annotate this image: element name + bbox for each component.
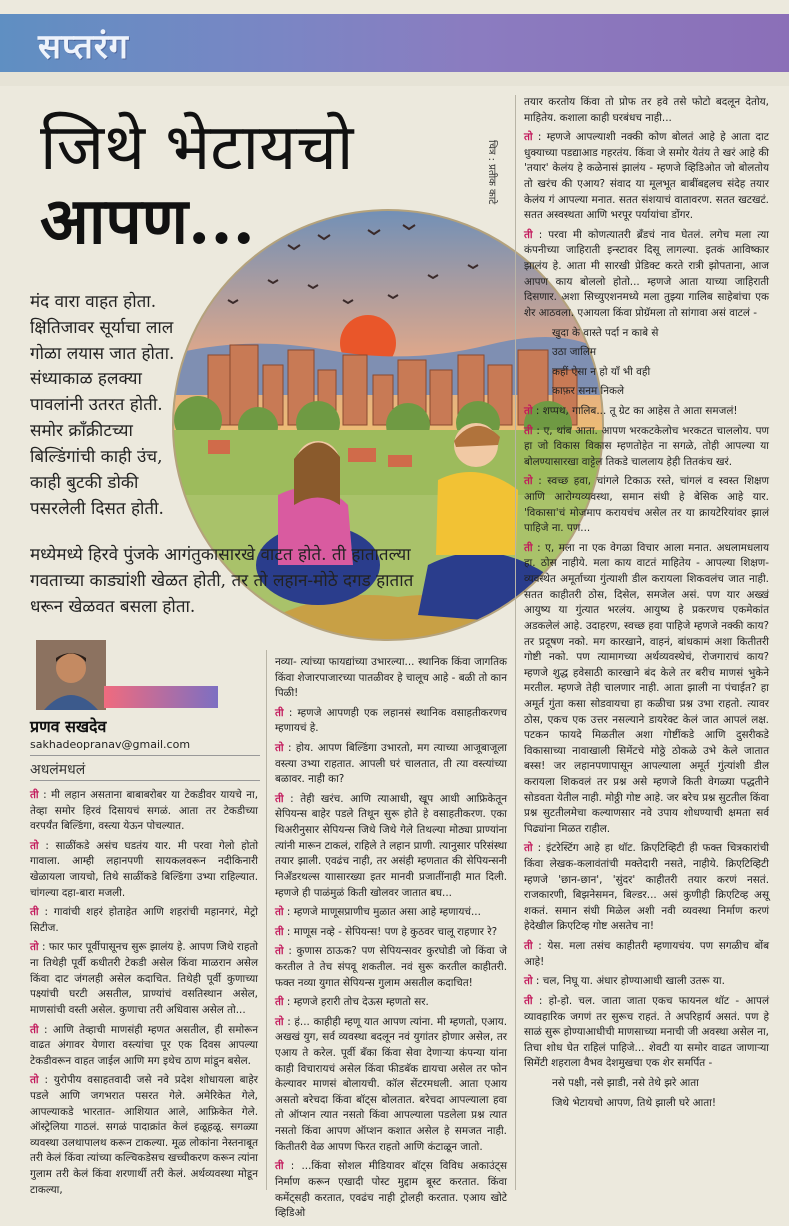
body-column-2	[275, 655, 507, 1226]
speaker-label: ती	[275, 925, 284, 938]
dialogue-paragraph: ती : परवा मी कोणत्यातरी ब्रँडचं नाव घेतलं. लगेच मला त्या कंपनीच्या जाहिराती इन्स्टावर दिसू लागल्या. इतकं आविष्कार झालंय हे. आता मी सारखी प्रेडिक्ट करते रात्री झोपताना, आज आपण काय बोललो होतो... म्हणजे आता याच्या जाहिराती दिसणार. अशा सिच्युएशनमध्ये मला तुझ्या गालिब साहेबांचा एक शेर आठवला. एआयला किंवा प्रोग्रॅमला तो सांगावा असं वाटलं -	[524, 228, 769, 319]
dialogue-text: शप्पथ, गालिब... तू ग्रेट का आहेस ते आता समजलं!	[542, 404, 738, 417]
intro-continuation: मध्येमध्ये हिरवे पुंजके आगंतुकासारखे वाटत होते. ती हातातल्या गवताच्या काड्यांशी खेळत होती, तर तो लहान-मोठे दगड हातात धरून खेळवत बसला होता.	[30, 545, 414, 617]
dialogue-text: कहीं ऐसा न हो याँ भी वही	[552, 365, 651, 378]
speaker-label: तो	[275, 742, 284, 755]
dialogue-paragraph: तो : होय. आपण बिल्डिंगा उभारतो, मग त्याच्या आजूबाजूला वस्त्या उभ्या राहतात. आपली घरं चालतात, ती त्या वस्त्यांच्या बळावर. नाही का?	[275, 742, 507, 786]
author-name: प्रणव सखदेव	[30, 717, 107, 736]
headline-line1: जिथे भेटायचो	[40, 111, 354, 185]
dialogue-text: येस. मला तसंच काहीतरी म्हणायचंय. पण सगळीच बोंब आहे!	[524, 940, 770, 968]
dialogue-text: हो-हो. चल. जाता जाता एकच फायनल थॉट - आपलं व्यावहारिक जगणं तर सुरूच राहतं. ते अपरिहार्य असतं. पण हे साळं सुरू होण्याआधीची माणसाच्या मनाची जी अवस्था असेल ना, तिचा शोध घेत राहिलं पाहिजे... शेवटी या समोर वाढत जाणाऱ्या सिमेंटी शहराला वैभव देशमुखचा एक शेर समर्पित -	[524, 994, 769, 1070]
dialogue-text: चल, निघू या. अंधार होण्याआधी खाली उतरू या.	[542, 975, 725, 988]
column-divider	[266, 650, 267, 1190]
dialogue-text: परवा मी कोणत्यातरी ब्रँडचं नाव घेतलं. लगेच मला त्या कंपनीच्या जाहिराती इन्स्टावर दिसू लागल्या. इतकं आविष्कार झालंय हे. आता मी सारखी प्रेडिक्ट करते रात्री झोपताना, आज आपण काय बोललो होतो... म्हणजे आता याच्या जाहिराती दिसणार. अशा सिच्युएशनमध्ये मला तुझ्या गालिब साहेबांचा एक शेर आठवला. एआयला किंवा प्रोग्रॅमला तो सांगावा असं वाटलं -	[524, 228, 769, 319]
intro-line: मंद वारा वाहत होता.	[30, 292, 157, 312]
dialogue-paragraph: ती : गावांची शहरं होताहेत आणि शहरांची महानगरं, मेट्रो सिटीज.	[30, 906, 258, 934]
dialogue-text: खुदा के वास्ते पर्दा न काबे से	[552, 326, 659, 339]
dialogue-text: ...किंवा सोशल मीडियावर बॉट्स विविध अकाउंट्स निर्माण करून एखादी पोस्ट मुद्दाम बूस्ट करतात. किंवा कमेंट्सही करतात, एवढंच नाही ट्रोलही करतात. एआय खोटे व्हिडिओ	[275, 1160, 507, 1220]
dialogue-paragraph	[275, 655, 507, 702]
speaker-label: ती	[524, 940, 533, 953]
dialogue-paragraph: तो : युरोपीय वसाहतवादी जसे नवे प्रदेश शोधायला बाहेर पडले आणि जगभरात पसरत गेले. अमेरिकेत गेले, आपल्याकडे भारतात- आशियात आले, आफ्रिकेत गेले. ऑस्ट्रेलिया गाठलं. सगळं पादाक्रांत केलं हळूहळू. सगळ्या व्यवस्था उलथापालथ करून टाकल्या. मूळ लोकांना नेस्तनाबूत तरी केलं किंवा त्यांच्या कल्चिकडेसच खच्चीकरण करून त्यांना गुलाम तरी केलं किंवा शरणार्थी तरी केलं. अर्थव्यवस्था मोडून टाकल्या,	[30, 1074, 259, 1196]
speaker-label: ती	[30, 789, 39, 801]
dialogue-paragraph: तो : इंटरेस्टिंग आहे हा थॉट. क्रिएटिव्हिटी ही फक्त चित्रकारांची किंवा लेखक-कलावंतांची मक्तेदारी नसते, नाहीये. क्रिएटिव्हिटी म्हणजे 'छान-छान', 'सुंदर' काहीतरी तयार करणं नसतं. राजकारणी, बिझनेसमन, बिल्डर... असं कुणीही क्रिएटिव्ह असू शकतं. समान संधी मिळेल अशी नवी व्यवस्था निर्माण करणं हेदेखील क्रिएटिव्ह गोष्ट असतेच ना!	[524, 842, 769, 933]
dialogue-paragraph: ती : आणि तेव्हाची माणसंही म्हणत असतील, ही समोरून वाढत अंगावर येणारा वस्त्यांचा पूर एक दिवस आपल्या टेकडीवरून वाहत जाईल आणि मग इथेच ठाण मांडून बसेल.	[30, 1023, 258, 1067]
dialogue-paragraph: ती : येस. मला तसंच काहीतरी म्हणायचंय. पण सगळीच बोंब आहे!	[524, 940, 770, 968]
dialogue-text: नसे पक्षी, नसे झाडी, नसे तेथे झरे आता	[552, 1076, 699, 1089]
dialogue-paragraph: ती : हो-हो. चल. जाता जाता एकच फायनल थॉट - आपलं व्यावहारिक जगणं तर सुरूच राहतं. ते अपरिहार्य असतं. पण हे साळं सुरू होण्याआधीची माणसाच्या मनाची जी अवस्था असेल ना, तिचा शोध घेत राहिलं पाहिजे... शेवटी या समोर वाढत जाणाऱ्या सिमेंटी शहराला वैभव देशमुखचा एक शेर समर्पित -	[524, 994, 769, 1070]
headline-line2: आपण...	[40, 184, 255, 260]
verse-line	[524, 345, 769, 361]
dialogue-text: तयार करतोय किंवा तो प्रोफ तर हवे तसे फोटो बदलून देतोय, माहितेय. कशाला काही घरबंधच नाही...	[524, 96, 769, 124]
dialogue-text: काफ़र सनम निकले	[552, 385, 625, 398]
intro-line: समोर क्राँक्रीटच्या	[30, 421, 133, 442]
speaker-label: तो	[524, 475, 533, 488]
author-portrait-icon	[36, 640, 106, 710]
dialogue-paragraph: तो : शप्पथ, गालिब... तू ग्रेट का आहेस ते आता समजलं!	[524, 404, 738, 417]
dialogue-text: कुणास ठाऊक? पण सेपियन्सवर कुरघोडी जो किंवा जे करतील ते तेच संपवू शकतील. नवं सुरू करतील काहीतरी. फक्त नव्या युगात सेपियन्स गुलाम असतील कदाचित!	[275, 945, 508, 989]
verse-line	[524, 1096, 769, 1112]
author-color-bar	[104, 686, 218, 708]
dialogue-text: म्हणजे हरारी तोच देऊस म्हणतो सर.	[293, 996, 429, 1009]
speaker-label: तो	[524, 975, 533, 988]
speaker-label: ती	[524, 424, 533, 437]
speaker-label: तो	[275, 906, 284, 919]
verse-line	[524, 384, 769, 400]
dialogue-text: ए, थांब आता. आपण भरकटकेलोच भरकटत चाललोय. पण हा जो विकास विकास म्हणतोहेत ना सगळे, तोही आपल्या या बोलण्यासारखा वाट्टेल तिकडे चाललाय हेही तितकंच खरं.	[524, 424, 770, 468]
intro-line: गोळा लयास जात होता.	[30, 343, 175, 364]
dialogue-text: उठा जालिम	[552, 346, 597, 359]
dialogue-text: म्हणजे आपल्याशी नक्की कोण बोलतं आहे हे आता दाट धुक्याच्या पडद्याआड गहरतंय. किंवा जे समोर येतंय ते खरं आहे की 'तयार' केलंय हे कळेनासं झालंय - म्हणजे व्हिडिओत जो बोलतोय तो खरंच की एआय? संवाद या मूलभूत बाबींबद्दलच संदेह तयार केलंय गं आपल्या मनात. सतत संशयाचं वातावरण. सतत खटखटं. सतत अस्वस्थता आणि भरपूर पर्यायांचा डोंगर.	[524, 131, 769, 222]
body-column-3	[524, 95, 769, 1115]
section-title: सप्तरंग	[38, 27, 129, 67]
speaker-label: तो	[30, 839, 39, 852]
verse-line	[524, 326, 769, 342]
body-column-1	[30, 788, 258, 1202]
dialogue-paragraph	[524, 95, 769, 126]
illustration-credit: चित्र : प्रतीक काटे	[486, 140, 497, 205]
dialogue-text: युरोपीय वसाहतवादी जसे नवे प्रदेश शोधायला बाहेर पडले आणि जगभरात पसरत गेले. अमेरिकेत गेले, आपल्याकडे भारतात- आशियात आले, आफ्रिकेत गेले. ऑस्ट्रेलिया गाठलं. सगळं पादाक्रांत केलं हळूहळू. सगळ्या व्यवस्था उलथापालथ करून टाकल्या. मूळ लोकांना नेस्तनाबूत तरी केलं किंवा त्यांच्या कल्चिकडेसच खच्चीकरण करून त्यांना गुलाम तरी केलं किंवा शरणार्थी तरी केलं. अर्थव्यवस्था मोडून टाकल्या,	[30, 1074, 259, 1196]
author-email[interactable]: sakhadeopranav@gmail.com	[30, 738, 191, 751]
speaker-label: ती	[275, 1160, 284, 1173]
dialogue-text: होय. आपण बिल्डिंगा उभारतो, मग त्याच्या आजूबाजूला वस्त्या उभ्या राहतात. आपली घरं चालतात, ती त्या वस्त्यांच्या बळावर. नाही का?	[275, 742, 507, 786]
dialogue-paragraph: ती : म्हणजे हरारी तोच देऊस म्हणतो सर.	[275, 996, 429, 1009]
speaker-label: तो	[275, 1015, 284, 1028]
intro-line: काही बुटकी डोकी	[30, 472, 139, 493]
speaker-label: तो	[30, 1074, 39, 1087]
dialogue-paragraph: तो : फार फार पूर्वीपासूनच सुरू झालंय हे. आपण जिथे राहतो ना तिथेही पूर्वी कधीतरी टेकडी असेल किंवा माळरान असेल किंवा दाट जंगलही असेल कदाचित. तिथेही पूर्वी कुणाच्या पक्ष्यांची घरटी असतील, प्राण्यांचं वसतिस्थान असेल, माणसांची वस्ती असेल. कुणाचा तरी अधिवास असेल तो...	[30, 941, 258, 1016]
dialogue-paragraph: तो : स्वच्छ हवा, चांगले टिकाऊ रस्ते, चांगलं व स्वस्त शिक्षण आणि आरोग्यव्यवस्था, समान संधी हे बेसिक आहे यार. 'विकासा'चं मोजमाप करायचंच असेल तर या क्रायटेरियांवर झालं पाहिजे ना. पण...	[524, 475, 770, 535]
dialogue-paragraph: ती : म्हणजे आपणही एक लहानसं स्थानिक वसाहतीकरणच म्हणायचं हे.	[275, 706, 507, 735]
divider	[30, 780, 260, 781]
speaker-label: तो	[524, 404, 533, 417]
dialogue-text: आणि तेव्हाची माणसंही म्हणत असतील, ही समोरून वाढत अंगावर येणारा वस्त्यांचा पूर एक दिवस आपल्या टेकडीवरून वाहत जाईल आणि मग इथेच ठाण मांडून बसेल.	[30, 1023, 258, 1067]
intro-paragraph	[30, 290, 288, 522]
author-avatar	[36, 640, 106, 710]
dialogue-paragraph: तो : साळींकडे असंच घडतंय यार. मी परवा गेलो होतो गावाला. आम्ही लहानपणी सायकलवरून नदीकिनारी खेळायला जायचो, तिथे साळींकडे बिल्डिंगा उभ्या राहिल्यात. चांगल्या दहा-बारा मजली.	[30, 839, 259, 899]
dialogue-text: म्हणजे आपणही एक लहानसं स्थानिक वसाहतीकरणच म्हणायचं हे.	[275, 706, 507, 735]
dialogue-text: म्हणजे माणूसप्राणीच मुळात असा आहे म्हणायचं...	[293, 906, 481, 919]
dialogue-text: स्वच्छ हवा, चांगले टिकाऊ रस्ते, चांगलं व स्वस्त शिक्षण आणि आरोग्यव्यवस्था, समान संधी हे बेसिक आहे यार. 'विकासा'चं मोजमाप करायचंच असेल तर या क्रायटेरियांवर झालं पाहिजे ना. पण...	[524, 475, 770, 535]
intro-line: बिल्डिंगांची काही उंच,	[30, 446, 163, 467]
dialogue-paragraph: तो : म्हणजे माणूसप्राणीच मुळात असा आहे म्हणायचं...	[275, 906, 481, 919]
intro-line: क्षितिजावर सूर्याचा लाल	[30, 317, 174, 338]
divider	[30, 755, 260, 756]
speaker-label: ती	[524, 994, 533, 1007]
dialogue-text: मी लहान असताना बाबाबरोबर या टेकडीवर यायचे ना, तेव्हा समोर हिरवं दिसायचं सगळं. आता तर टेकडीच्या वरपर्यंत बिल्डिंगा, वस्त्या येऊन पोचल्यात.	[30, 789, 259, 833]
dialogue-text: नव्या- त्यांच्या फायद्यांच्या उभारल्या... स्थानिक किंवा जागतिक किंवा शेजारपाजारच्या पातळीवर हे चालूच आहे - बळी तो कान पिळी!	[275, 656, 507, 700]
dialogue-paragraph: ती : माणूस नव्हे - सेपियन्स! पण हे कुठवर चालू राहणार रे?	[275, 925, 498, 938]
dialogue-paragraph: तो : कुणास ठाऊक? पण सेपियन्सवर कुरघोडी जो किंवा जे करतील ते तेच संपवू शकतील. नवं सुरू करतील काहीतरी. फक्त नव्या युगात सेपियन्स गुलाम असतील कदाचित!	[275, 945, 508, 989]
dialogue-paragraph: तो : हं... काहीही म्हणू यात आपण त्यांना. मी म्हणतो, एआय. अखखं युग, सर्व व्यवस्था बदलून नवं युगांतर होणार असेल, तर एआय ते करेल. पूर्वी बँका किंवा सेवा देणाऱ्या कंपन्या यांना काही विचारायचं असेल किंवा फीडबॅक द्यायचा असेल तर फोन केल्यावर माणसं बोलायची. कॉल सेंटरमधली. आता एआय असतो बरेचदा किंवा बॉट्स बोलतात. बरेचदा आपल्याला हवा तो ऑप्शन त्यात नसतो किंवा आपल्याला पडलेला प्रश्न त्यात नसतो किंवा आपण ऑप्शन कशात असेल हे समजत नाही. कितीतरी वेळ आपण फिरत राहतो आणि कंटाळून जातो.	[275, 1015, 508, 1153]
dialogue-text: हं... काहीही म्हणू यात आपण त्यांना. मी म्हणतो, एआय. अखखं युग, सर्व व्यवस्था बदलून नवं युगांतर होणार असेल, तर एआय ते करेल. पूर्वी बँका किंवा सेवा देणाऱ्या कंपन्या यांना काही विचारायचं असेल किंवा फीडबॅक द्यायचा असेल तर फोन केल्यावर माणसं बोलायची. कॉल सेंटरमधली. आता एआय असतो बरेचदा किंवा बॉट्स बोलतात. बरेचदा आपल्याला हवा तो ऑप्शन त्यात नसतो किंवा आपल्याला पडलेला प्रश्न त्यात नसतो किंवा आपण ऑप्शन कशात असेल हे समजत नाही. कितीतरी वेळ आपण फिरत राहतो आणि कंटाळून जातो.	[275, 1015, 508, 1153]
speaker-label: ती	[275, 996, 284, 1009]
dialogue-paragraph: तो : चल, निघू या. अंधार होण्याआधी खाली उतरू या.	[524, 975, 725, 988]
dialogue-text: साळींकडे असंच घडतंय यार. मी परवा गेलो होतो गावाला. आम्ही लहानपणी सायकलवरून नदीकिनारी खेळायला जायचो, तिथे साळींकडे बिल्डिंगा उभ्या राहिल्यात. चांगल्या दहा-बारा मजली.	[30, 839, 259, 899]
dialogue-paragraph: तो : म्हणजे आपल्याशी नक्की कोण बोलतं आहे हे आता दाट धुक्याच्या पडद्याआड गहरतंय. किंवा जे समोर येतंय ते खरं आहे की 'तयार' केलंय हे कळेनासं झालंय - म्हणजे व्हिडिओत जो बोलतोय तो खरंच की एआय? संवाद या मूलभूत बाबींबद्दलच संदेह तयार केलंय गं आपल्या मनात. सतत संशयाचं वातावरण. सतत खटखटं. सतत अस्वस्थता आणि भरपूर पर्यायांचा डोंगर.	[524, 131, 769, 222]
speaker-label: ती	[30, 1023, 39, 1036]
speaker-label: ती	[524, 541, 533, 554]
verse-line	[524, 1076, 769, 1092]
dialogue-paragraph: ती : तेही खरंच. आणि त्याआधी, खूप आधी आफ्रिकेतून सेपियन्स बाहेर पडले तिथून सुरू होते हे वसाहतीकरण. एका थिअरीनुसार सेपियन्स जिथे जिथे गेले तिथल्या मोठ्या प्राण्यांना त्यांनी मारून टाकलं, राहिले ते लहान प्राणी. त्यानुसार परिसंस्था तयार झाली. एवढंच नाही, तर असंही म्हणतात की सेपियन्सनी निअँडरथल्स याासारख्या इतर मानवी प्रजातींनाही मात दिली. म्हणजे ही पाळंमुळं किती खोलवर जातात बघ...	[275, 792, 508, 899]
speaker-label: तो	[524, 842, 533, 855]
speaker-label: ती	[30, 906, 39, 919]
column-name: अधलंमधलं	[30, 762, 86, 778]
speaker-label: तो	[524, 131, 533, 144]
dialogue-paragraph: ती : ...किंवा सोशल मीडियावर बॉट्स विविध अकाउंट्स निर्माण करून एखादी पोस्ट मुद्दाम बूस्ट करतात. किंवा कमेंट्सही करतात, एवढंच नाही ट्रोलही करतात. एआय खोटे व्हिडिओ	[275, 1160, 507, 1220]
intro-line: पावलांनी उतरत होती.	[30, 395, 163, 416]
intro-line: पसरलेली दिसत होती.	[30, 498, 164, 519]
column-divider	[515, 95, 516, 1190]
speaker-label: ती	[275, 706, 284, 719]
dialogue-paragraph: ती : ए, थांब आता. आपण भरकटकेलोच भरकटत चाललोय. पण हा जो विकास विकास म्हणतोहेत ना सगळे, तोही आपल्या या बोलण्यासारखा वाट्टेल तिकडे चाललाय हेही तितकंच खरं.	[524, 424, 770, 468]
dialogue-text: ए, मला ना एक वेगळा विचार आला मनात. अधलामधलाय हा. ठोस नाहीये. मला काय वाटतं माहितेय - आपल्या शिक्षण-व्यवस्थेत अमूर्ताच्या गुंत्याशी डील करायला शिकवलंच जात नाही. सतत काहीतरी ठोस, दिसेल, समजेल असं. पण यार अख्खं आयुष्य या गुंत्यात भरलंय. आयुष्य हे प्रकरणच एकमेकांत अडकलेलं आहे. उदाहरण, स्वच्छ हवा पाहिजे म्हणजे नक्की काय? तर प्रदूषण नको. मग कारखाने, वाहनं, बांधकामं अशा कितीतरी गोष्टी नको. पण त्यामागच्या अर्थव्यवस्थेचं, रोजगाराचं काय? म्हणजे शुद्ध हवेसाठी कारखाने बंद केले तर बरीच माणसं भुकेने मरतील. म्हणजे तेही चालणार नाही. आता झाली ना पंचाईत? हा अमूर्त गुंता कसा सोडवायचा हा कळीचा प्रश्न उभा राहतो. त्यावर ठोस, एकच एक उत्तर नसल्याने डायरेक्ट केलं जात आपलं लक्ष. पटकन फायदे मिळतील अशा गोष्टींकडे आणि दुसरीकडे विकासाच्या नावाखाली सिमेंटचे मोठ्ठे ठोकळे उभे केले जातात बस्स! जर लहानपणापासून आपल्याला अमूर्त गुंत्यांशी डील करायला शिकवलं तर प्रश्न असे म्हणजे किती वेगळ्या पद्धतीने सोडवता येतील नाही. मोठ्ठी गोष्ट आहे. जर बरेच प्रश्न सुटतील किंवा प्रश्न सुटतीलमेचा कल्याणसार नवे उपाय शोधण्याची क्षमता सर्व पिढ्यांना मिळत राहील.	[524, 541, 770, 835]
dialogue-text: गावांची शहरं होताहेत आणि शहरांची महानगरं, मेट्रो सिटीज.	[30, 906, 258, 934]
speaker-label: ती	[275, 792, 284, 805]
intro-line: संध्याकाळ हलक्या	[30, 369, 142, 390]
dialogue-paragraph: ती : मी लहान असताना बाबाबरोबर या टेकडीवर यायचे ना, तेव्हा समोर हिरवं दिसायचं सगळं. आता तर टेकडीच्या वरपर्यंत बिल्डिंगा, वस्त्या येऊन पोचल्यात.	[30, 789, 259, 833]
dialogue-text: माणूस नव्हे - सेपियन्स! पण हे कुठवर चालू राहणार रे?	[293, 925, 498, 938]
paper-edge	[0, 72, 789, 86]
dialogue-text: फार फार पूर्वीपासूनच सुरू झालंय हे. आपण जिथे राहतो ना तिथेही पूर्वी कधीतरी टेकडी असेल किंवा माळरान असेल किंवा दाट जंगलही असेल कदाचित. तिथेही पूर्वी कुणाच्या पक्ष्यांची घरटी असतील, प्राण्यांचं वसतिस्थान असेल, माणसांची वस्ती असेल. कुणाचा तरी अधिवास असेल तो...	[30, 941, 258, 1016]
verse-line	[524, 365, 769, 381]
speaker-label: तो	[275, 945, 284, 958]
dialogue-paragraph: ती : ए, मला ना एक वेगळा विचार आला मनात. अधलामधलाय हा. ठोस नाहीये. मला काय वाटतं माहितेय - आपल्या शिक्षण-व्यवस्थेत अमूर्ताच्या गुंत्याशी डील करायला शिकवलंच जात नाही. सतत काहीतरी ठोस, दिसेल, समजेल असं. पण यार अख्खं आयुष्य या गुंत्यात भरलंय. आयुष्य हे प्रकरणच एकमेकांत अडकलेलं आहे. उदाहरण, स्वच्छ हवा पाहिजे म्हणजे नक्की काय? तर प्रदूषण नको. मग कारखाने, वाहनं, बांधकामं अशा कितीतरी गोष्टी नको. पण त्यामागच्या अर्थव्यवस्थेचं, रोजगाराचं काय? म्हणजे शुद्ध हवेसाठी कारखाने बंद केले तर बरीच माणसं भुकेने मरतील. म्हणजे तेही चालणार नाही. आता झाली ना पंचाईत? हा अमूर्त गुंता कसा सोडवायचा हा कळीचा प्रश्न उभा राहतो. त्यावर ठोस, एकच एक उत्तर नसल्याने डायरेक्ट केलं जात आपलं लक्ष. पटकन फायदे मिळतील अशा गोष्टींकडे आणि दुसरीकडे विकासाच्या नावाखाली सिमेंटचे मोठ्ठे ठोकळे उभे केले जातात बस्स! जर लहानपणापासून आपल्याला अमूर्त गुंत्यांशी डील करायला शिकवलं तर प्रश्न असे म्हणजे किती वेगळ्या पद्धतीने सोडवता येतील नाही. मोठ्ठी गोष्ट आहे. जर बरेच प्रश्न सुटतील किंवा प्रश्न सुटतीलमेचा कल्याणसार नवे उपाय शोधण्याची क्षमता सर्व पिढ्यांना मिळत राहील.	[524, 541, 770, 835]
dialogue-text: जिथे भेटायचो आपण, तिथे झाली घरे आता!	[552, 1096, 717, 1109]
speaker-label: ती	[524, 228, 533, 241]
speaker-label: तो	[30, 941, 39, 954]
dialogue-text: तेही खरंच. आणि त्याआधी, खूप आधी आफ्रिकेतून सेपियन्स बाहेर पडले तिथून सुरू होते हे वसाहतीकरण. एका थिअरीनुसार सेपियन्स जिथे जिथे गेले तिथल्या मोठ्या प्राण्यांना त्यांनी मारून टाकलं, राहिले ते लहान प्राणी. त्यानुसार परिसंस्था तयार झाली. एवढंच नाही, तर असंही म्हणतात की सेपियन्सनी निअँडरथल्स याासारख्या इतर मानवी प्रजातींनाही मात दिली. म्हणजे ही पाळंमुळं किती खोलवर जातात बघ...	[275, 792, 508, 899]
dialogue-text: इंटरेस्टिंग आहे हा थॉट. क्रिएटिव्हिटी ही फक्त चित्रकारांची किंवा लेखक-कलावंतांची मक्तेदारी नसते, नाहीये. क्रिएटिव्हिटी म्हणजे 'छान-छान', 'सुंदर' काहीतरी तयार करणं नसतं. राजकारणी, बिझनेसमन, बिल्डर... असं कुणीही क्रिएटिव्ह असू शकतं. समान संधी मिळेल अशी नवी व्यवस्था निर्माण करणं हेदेखील क्रिएटिव्ह गोष्ट असतेच ना!	[524, 842, 769, 933]
